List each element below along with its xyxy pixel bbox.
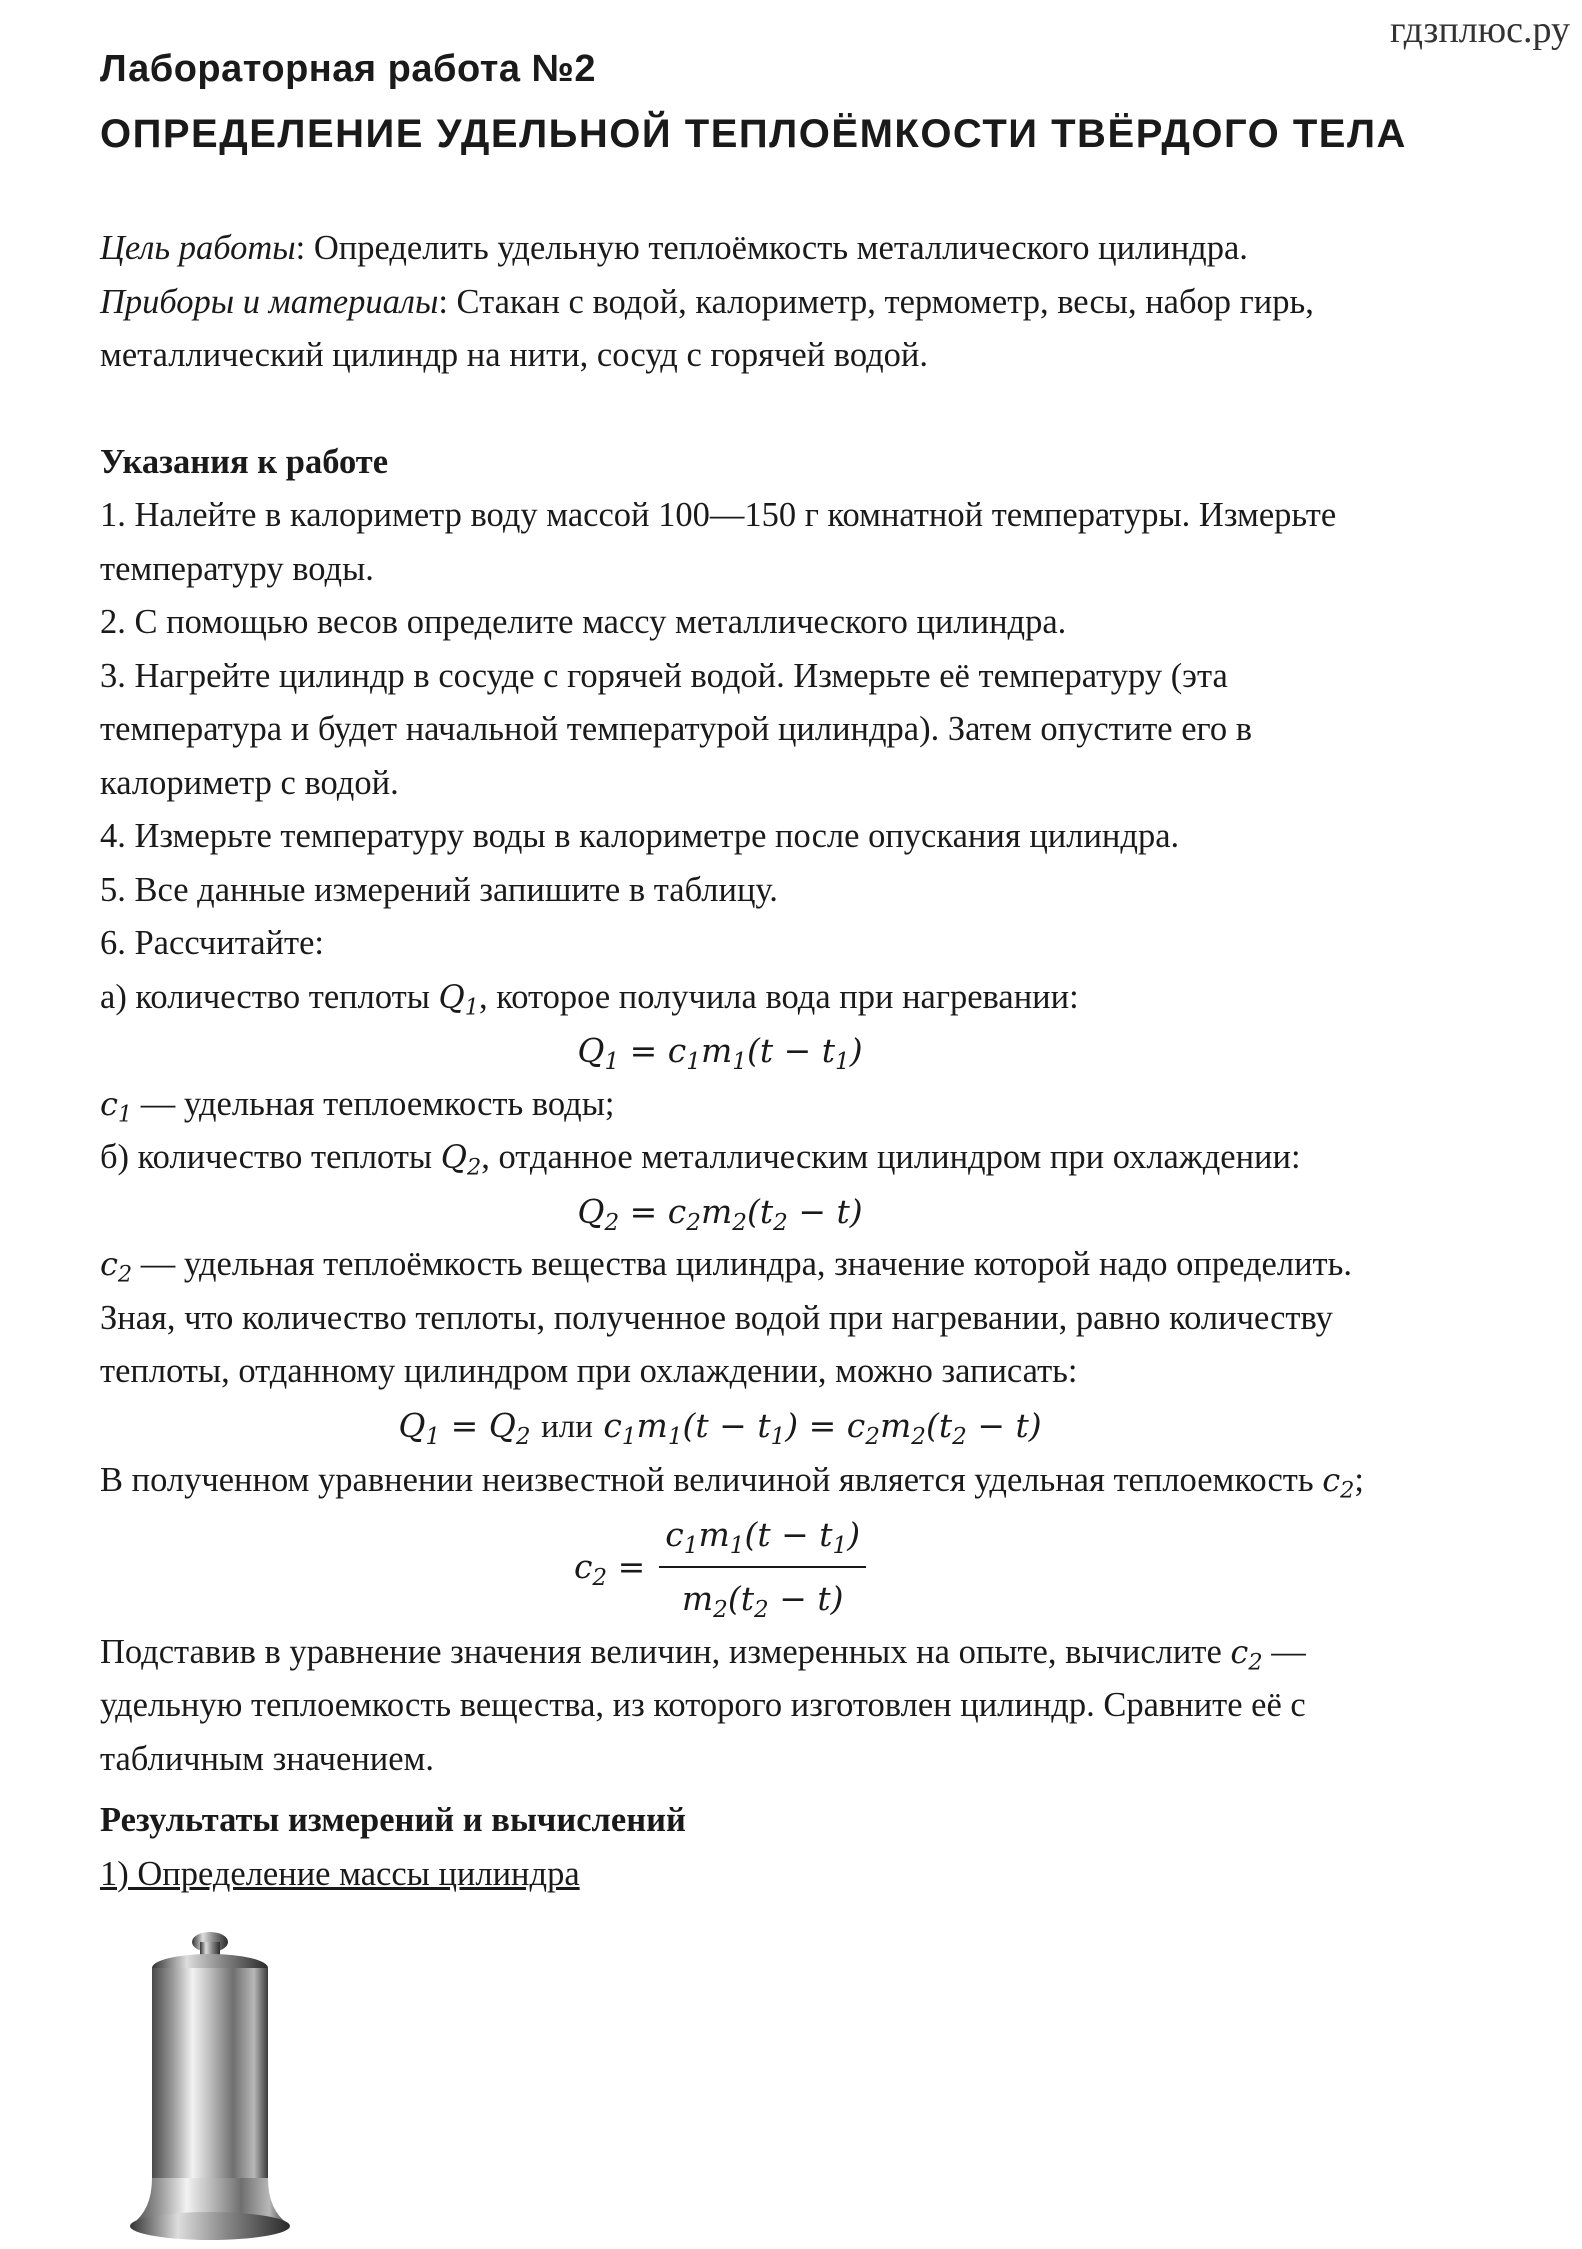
c2-desc-text: — удельная теплоёмкость вещества цилиндра, значение которой надо определить.	[132, 1245, 1352, 1283]
document-body	[100, 222, 1540, 1901]
c1-desc-text: — удельная теплоемкость воды;	[132, 1084, 615, 1123]
fraction-numerator: $c_1m_1(t - t_1)$	[659, 1508, 866, 1568]
fraction-denominator: $m_2(t_2 - t)$	[681, 1578, 844, 1623]
results-subheading: 1) Определение массы цилиндра	[100, 1854, 580, 1893]
substitute-line-3: табличным значением.	[100, 1739, 435, 1778]
unknown-line: В полученном уравнении неизвестной величиной является удельная теплоемкость $c_2$;	[100, 1461, 1364, 1504]
c1-symbol: $c_1$	[100, 1084, 133, 1128]
equipment-line-2: металлический цилиндр на нити, сосуд с горячей водой.	[100, 336, 928, 374]
step-3a: 3. Нагрейте цилиндр в сосуде с горячей водой. Измерьте её температуру (эта	[100, 656, 1228, 695]
step-6a	[100, 971, 1540, 1025]
step-1b: температуру воды.	[100, 549, 374, 588]
substitute-line-1	[100, 1626, 1540, 1680]
goal-text: : Определить удельную теплоёмкость металлического цилиндра.	[295, 229, 1248, 267]
metal-cylinder-image	[110, 1920, 310, 2244]
substitute-dash: —	[1262, 1632, 1306, 1671]
formula-c2	[100, 1508, 1340, 1626]
instructions-heading: Указания к работе	[100, 442, 389, 481]
step-6a-prefix: а) количество теплоты	[100, 977, 439, 1016]
step-3c: калориметр с водой.	[100, 763, 399, 802]
step-2: 2. С помощью весов определите массу металлического цилиндра.	[100, 603, 1067, 641]
step-6: 6. Рассчитайте:	[100, 924, 324, 962]
cylinder-body	[152, 1968, 268, 2178]
q1-symbol: $Q_1$	[438, 977, 479, 1021]
goal-line	[100, 222, 1540, 276]
c2-description	[100, 1238, 1540, 1292]
step-6b	[100, 1131, 1540, 1185]
step-6a-suffix: , которое получила вода при нагревании:	[478, 977, 1079, 1016]
substitute-line-2: удельную теплоемкость вещества, из которого изготовлен цилиндр. Сравните её с	[100, 1686, 1306, 1724]
equipment-label: Приборы и материалы	[100, 282, 439, 321]
page-title: ОПРЕДЕЛЕНИЕ УДЕЛЬНОЙ ТЕПЛОЁМКОСТИ ТВЁРДОГО ТЕЛА	[100, 112, 1407, 156]
q2-symbol: $Q_2$	[440, 1138, 482, 1181]
equipment-text-1: : Стакан с водой, калориметр, термометр, весы, набор гирь,	[438, 282, 1314, 321]
or-word: или	[541, 1408, 593, 1445]
formula-q2: $Q_2 = c_2m_2(t_2 - t)$	[577, 1191, 863, 1236]
c2-fraction	[659, 1508, 866, 1625]
formula-balance: $Q_1 = Q_2$ или $c_1m_1(t - t_1) = c_2m_2(t_2 - t)$	[398, 1405, 1042, 1450]
step-3b: температура и будет начальной температурой цилиндра). Затем опустите его в	[100, 710, 1253, 748]
c1-description	[100, 1078, 1540, 1132]
cylinder-illustration	[110, 1920, 310, 2244]
unknown-text: В полученном уравнении неизвестной величиной является удельная теплоемкость	[100, 1461, 1323, 1499]
step-4: 4. Измерьте температуру воды в калориметре после опускания цилиндра.	[100, 817, 1180, 855]
formula-q1: $Q_1 = c_1m_1(t - t_1)$	[577, 1031, 863, 1075]
results-heading: Результаты измерений и вычислений	[100, 1801, 686, 1839]
c2-symbol: $c_2$	[100, 1245, 133, 1288]
step-6b-prefix: б) количество теплоты	[100, 1138, 441, 1176]
substitute-text: Подставив в уравнение значения величин, измеренных на опыте, вычислите	[100, 1632, 1231, 1671]
step-1a: 1. Налейте в калориметр воду массой 100—150 г комнатной температуры. Измерьте	[100, 496, 1337, 534]
watermark: гдзплюс.ру	[1389, 9, 1570, 51]
goal-label: Цель работы	[100, 229, 296, 267]
lab-number: Лабораторная работа №2	[100, 48, 597, 90]
c2-lhs: $c_2$ =	[573, 1546, 646, 1591]
c2-symbol-2: $c_2$	[1322, 1461, 1355, 1504]
knowing-line-1: Зная, что количество теплоты, полученное водой при нагревании, равно количеству	[100, 1298, 1333, 1337]
equipment-line-1	[100, 276, 1540, 330]
cylinder-base	[130, 2212, 290, 2240]
knowing-line-2: теплоты, отданному цилиндром при охлаждении, можно записать:	[100, 1352, 1078, 1390]
step-6b-suffix: , отданное металлическим цилиндром при охлаждении:	[481, 1138, 1301, 1176]
step-5: 5. Все данные измерений запишите в таблицу.	[100, 870, 778, 909]
c2-symbol-3: $c_2$	[1230, 1632, 1263, 1676]
